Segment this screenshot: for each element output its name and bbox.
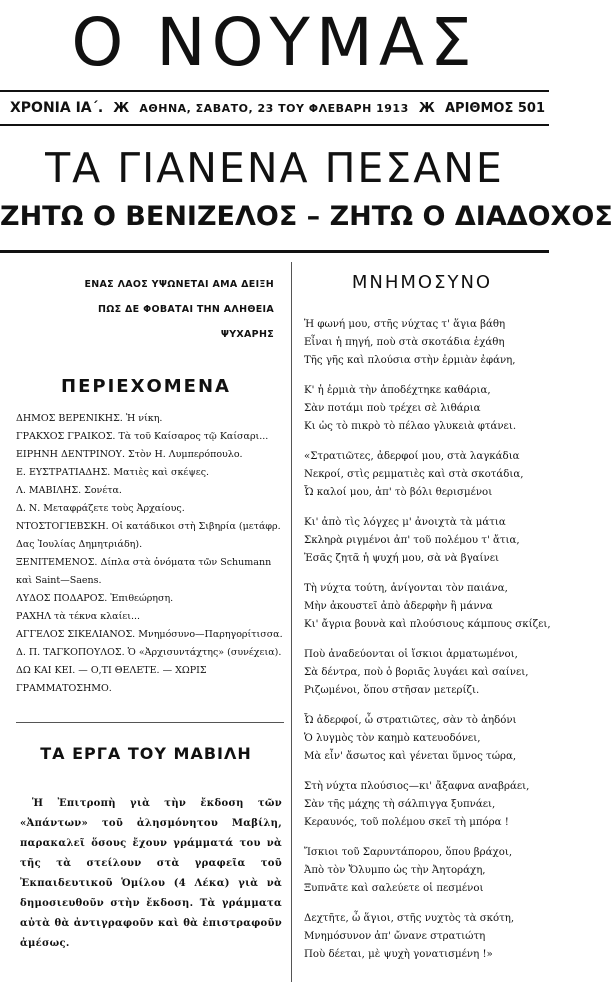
place-date: ΑΘΗΝΑ, ΣΑΒΑΤΟ, 23 ΤΟΥ ΦΛΕΒΑΡΗ 1913 [139, 101, 409, 115]
poem-stanza [304, 646, 546, 700]
poem-line: Ριζωμένοι, ὅπου στῆσαν μετερίζι. [304, 685, 480, 696]
poem-line: Ἡ φωνή μου, στῆς νύχτας τ' ἅγια βάθη [304, 319, 506, 330]
poem-line: Μὴν ἀκουστεῖ ἀπὸ ἀδερφὴν ἢ μάννα [304, 601, 493, 612]
epigraph-line: ΠΩΣ ΔΕ ΦΟΒΑΤΑΙ ΤΗΝ ΑΛΗΘΕΙΑ [98, 304, 274, 315]
poem-line: Ὦ ἀδερφοί, ὦ στρατιῶτες, σὰν τὸ ἀηδόνι [304, 715, 517, 726]
column-divider [291, 262, 292, 982]
epigraph [84, 272, 274, 347]
year-label: ΧΡΟΝΙΑ ΙΑ΄. [10, 100, 104, 116]
poem-line: Ποὺ ἀναδεύονται οἱ ἴσκιοι ἀρματωμένοι, [304, 649, 518, 660]
poem-stanza [304, 448, 546, 502]
contents-heading: ΠΕΡΙΕΧΟΜΕΝΑ [61, 376, 231, 397]
contents-item: ΔΗΜΟΣ ΒΕΡΕΝΙΚΗΣ. Ἡ νίκη. [16, 413, 163, 424]
poem-line: Τὴ νύχτα τούτη, ἀνίγονται τὸν παιάνα, [304, 583, 508, 594]
poem-line: Ξυπνᾶτε καὶ σαλεύετε οἱ πεσμένοι [304, 883, 484, 894]
contents-item: ΛΥΔΟΣ ΠΟΔΑΡΟΣ. Ἐπιθεώρηση. [16, 593, 174, 604]
poem-line: Σὰν τῆς μάχης τὴ σάλπιγγα ξυπνάει, [304, 799, 496, 810]
contents-item: ΝΤΟΣΤΟΓΙΕΒΣΚΗ. Οἱ κατάδικοι στὴ Σιβηρία (μετάφρ. Δας Ἰουλίας Δημητριάδη). [16, 521, 281, 550]
poem-stanza [304, 910, 546, 964]
poem-line: Ἴσκιοι τοῦ Σαρυντάπορου, ὅπου βράχοι, [304, 847, 513, 858]
contents-item: ΡΑΧΗΛ τὰ τέκνα κλαίει... [16, 611, 141, 622]
contents-item: Δ. Ν. Μεταφράζετε τοὺς Ἀρχαίους. [16, 503, 185, 514]
poem-line: Νεκροί, στὶς ρεμματιὲς καὶ στὰ σκοτάδια, [304, 469, 524, 480]
poem-line: Ἀπὸ τὸν Ὄλυμπο ὡς τὴν Ἀητοράχη, [304, 865, 486, 876]
poem-stanza [304, 382, 546, 436]
poem-stanza [304, 580, 551, 634]
dateline-bar [0, 90, 549, 126]
headline-rule [0, 250, 549, 253]
poem-line: Σὰ δέντρα, ποὺ ὁ βοριᾶς λυγάει καὶ σαίνει, [304, 667, 529, 678]
works-notice [20, 794, 282, 954]
poem-stanza [304, 712, 546, 766]
poem-line: Κεραυνός, τοῦ πολέμου σκεῖ τὴ μπόρα ! [304, 817, 509, 828]
poem-line: Στὴ νύχτα πλούσιος—κι' ἄξαφνα αναβράει, [304, 781, 530, 792]
contents-item: ΓΡΑΚΧΟΣ ΓΡΑΙΚΟΣ. Τὰ τοῦ Καίσαρος τῷ Καίσαρι... [16, 431, 269, 442]
poem-stanza [304, 844, 546, 898]
poem-body [304, 316, 551, 976]
main-headline: ΤΑ ΓΙΑΝΕΝΑ ΠΕΣΑΝΕ [45, 144, 504, 192]
poem-line: Δεχτῆτε, ὦ ἅγιοι, στῆς νυχτὸς τὰ σκότη, [304, 913, 515, 924]
poem-line: Ὁ λυγμὸς τὸν καημὸ κατευοδόνει, [304, 733, 481, 744]
poem-line: Μνημόσυνον ἀπ' ὤνανε στρατιώτη [304, 931, 486, 942]
section-divider [16, 722, 284, 723]
poem-title: ΜΝΗΜΟΣΥΝΟ [351, 272, 493, 293]
separator-ornament: Ж [113, 100, 130, 116]
poem-line: Σκληρὰ ριγμένοι ἀπ' τοῦ πολέμου τ' ἄτια, [304, 535, 520, 546]
poem-line: «Στρατιῶτες, ἀδερφοί μου, στὰ λαγκάδια [304, 451, 520, 462]
issue-number: ΑΡΙΘΜΟΣ 501 [444, 100, 545, 116]
works-heading: ΤΑ ΕΡΓΑ ΤΟΥ ΜΑΒΙΛΗ [40, 744, 252, 763]
poem-line: Ποὺ δέεται, μὲ ψυχὴ γονατισμένη !» [304, 949, 493, 960]
notice-paragraph: Ἡ Ἐπιτροπὴ γιὰ τὴν ἔκδοση τῶν «Ἀπάντων» τοῦ ἀλησμόνητου Μαβίλη, παρακαλεῖ ὅσους ἔχουν γράμματά του νὰ τῆς τὰ στείλουν στὰ γραφεῖα τοῦ Ἐκπαιδευτικοῦ Ὁμίλου (4 Λέκα) γιὰ νὰ δημοσιευθοῦν στὴν ἔκδοση. Τὰ γράμματα αὐτὰ θὰ ἀντιγραφοῦν καὶ θὰ ἐπιστραφοῦν ἀμέσως. [20, 798, 282, 949]
contents-item: ΕΙΡΗΝΗ ΔΕΝΤΡΙΝΟΥ. Στὸν Η. Λυμπερόπουλο. [16, 449, 243, 460]
contents-list [16, 410, 284, 698]
contents-item: Δ. Π. ΤΑΓΚΟΠΟΥΛΟΣ. Ὁ «Ἀρχισυντάχτης» (συνέχεια). [16, 647, 282, 658]
sub-headline: ΖΗΤΩ Ο ΒΕΝΙΖΕΛΟΣ – ΖΗΤΩ Ο ΔΙΑΔΟΧΟΣ [0, 201, 613, 232]
poem-line: Κι ὡς τὸ πικρὸ τὸ πέλαο γλυκειὰ φτάνει. [304, 421, 517, 432]
poem-line: Τῆς γῆς καὶ πλούσια στὴν ἐρμιὰν ἐφάνη, [304, 355, 516, 366]
poem-line: Σὰν ποτάμι ποὺ τρέχει σὲ λιθάρια [304, 403, 481, 414]
poem-line: Κι' ἀπὸ τὶς λόγχες μ' ἀνοιχτὰ τὰ μάτια [304, 517, 506, 528]
poem-line: Κ' ἡ ἐρμιὰ τὴν ἀποδέχτηκε καθάρια, [304, 385, 491, 396]
contents-item: Λ. ΜΑΒΙΛΗΣ. Σονέτα. [16, 485, 122, 496]
separator-ornament: Ж [418, 100, 435, 116]
epigraph-line: ΕΝΑΣ ΛΑΟΣ ΥΨΩΝΕΤΑΙ ΑΜΑ ΔΕΙΞΗ [84, 279, 274, 290]
epigraph-author: ΨΥΧΑΡΗΣ [220, 329, 274, 340]
contents-item: ΔΩ ΚΑΙ ΚΕΙ. — Ο,ΤΙ ΘΕΛΕΤΕ. — ΧΩΡΙΣ ΓΡΑΜΜΑΤΟΣΗΜΟ. [16, 665, 207, 694]
poem-line: Ἐσᾶς ζητᾶ ἡ ψυχή μου, σὰ νὰ βγαίνει [304, 553, 500, 564]
poem-stanza [304, 316, 546, 370]
poem-line: Ὦ καλοί μου, ἀπ' τὸ βόλι θερισμένοι [304, 487, 493, 498]
poem-line: Μὰ εἶν' ἄσωτος καὶ γένεται ὕμνος τώρα, [304, 751, 517, 762]
poem-stanza [304, 514, 546, 568]
contents-item: ΑΓΓΕΛΟΣ ΣΙΚΕΛΙΑΝΟΣ. Μνημόσυνο—Παρηγορίτισσα. [16, 629, 283, 640]
contents-item: ΞΕΝΙΤΕΜΕΝΟΣ. Δίπλα στὰ ὀνόματα τῶν Schumann καὶ Saint—Saens. [16, 557, 272, 586]
poem-line: Εἶναι ἡ πηγή, ποὺ στὰ σκοτάδια ἐχάθη [304, 337, 505, 348]
poem-line: Κι' ἄγρια βουνὰ καὶ πλούσιους κάμπους σκίζει, [304, 619, 551, 630]
poem-stanza [304, 778, 546, 832]
newspaper-masthead: Ο ΝΟΥΜΑΣ [71, 4, 478, 81]
contents-item: Ε. ΕΥΣΤΡΑΤΙΑΔΗΣ. Ματιὲς καὶ σκέψες. [16, 467, 210, 478]
